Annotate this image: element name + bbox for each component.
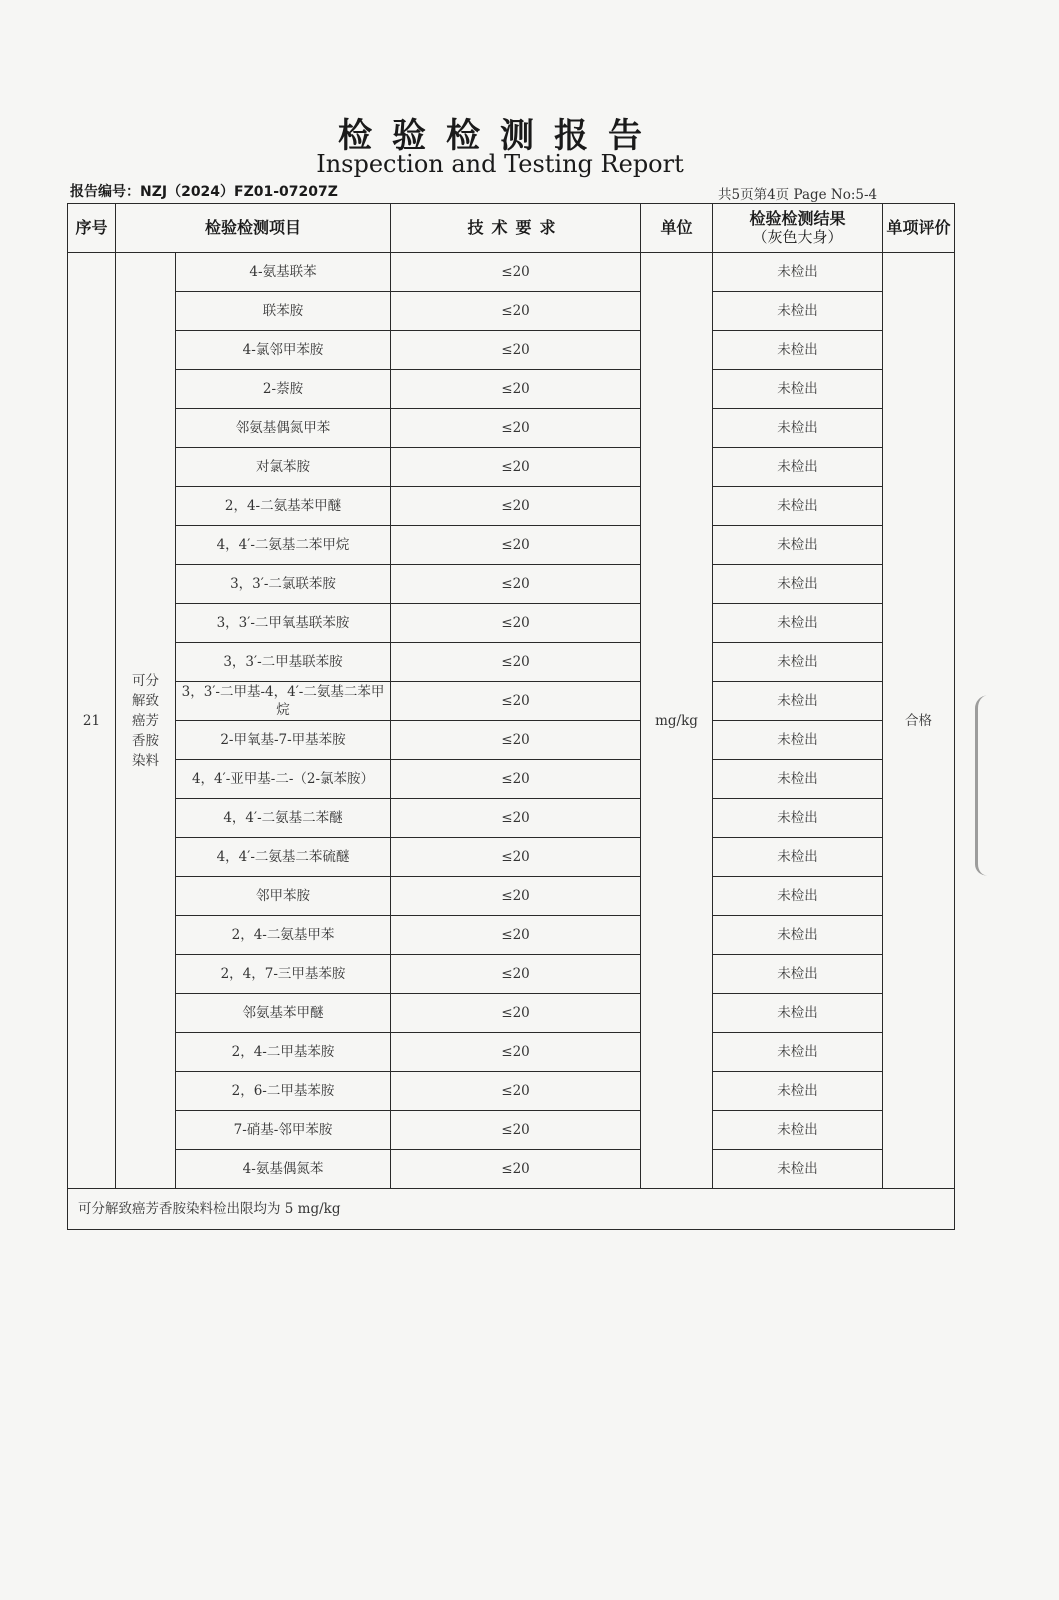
item-result: 未检出 [713,799,883,838]
table-row [68,409,955,448]
item-result: 未检出 [713,1150,883,1189]
header-result-label: 检验检测结果 [749,209,846,228]
item-requirement: ≤20 [391,760,641,799]
table-body [68,253,955,1189]
item-name: 2，6-二甲基苯胺 [176,1072,391,1111]
item-requirement: ≤20 [391,253,641,292]
title-english: Inspection and Testing Report [316,150,684,178]
item-name: 3，3′-二甲基-4，4′-二氨基二苯甲烷 [176,682,391,721]
item-requirement: ≤20 [391,799,641,838]
item-name: 2，4-二氨基甲苯 [176,916,391,955]
item-name: 4，4′-二氨基二苯硫醚 [176,838,391,877]
item-result: 未检出 [713,916,883,955]
table-row [68,643,955,682]
table-row [68,370,955,409]
item-requirement: ≤20 [391,1072,641,1111]
item-name: 4，4′-二氨基二苯醚 [176,799,391,838]
item-name: 4，4′-亚甲基-二-（2-氯苯胺） [176,760,391,799]
item-requirement: ≤20 [391,877,641,916]
page-number: 共5页第4页 Page No:5-4 [718,187,878,203]
item-result: 未检出 [713,838,883,877]
table-row [68,955,955,994]
seal-stamp [975,694,1008,876]
item-requirement: ≤20 [391,682,641,721]
item-requirement: ≤20 [391,409,641,448]
item-result: 未检出 [713,721,883,760]
item-name: 邻氨基苯甲醚 [176,994,391,1033]
item-name: 7-硝基-邻甲苯胺 [176,1111,391,1150]
group-unit: mg/kg [641,253,713,1189]
item-requirement: ≤20 [391,370,641,409]
header-item: 检验检测项目 [116,204,391,253]
header-evaluation: 单项评价 [883,204,955,253]
item-result: 未检出 [713,682,883,721]
item-result: 未检出 [713,955,883,994]
table-row [68,331,955,370]
table-row [68,1072,955,1111]
item-requirement: ≤20 [391,916,641,955]
header-requirement: 技术要求 [391,204,641,253]
item-name: 邻氨基偶氮甲苯 [176,409,391,448]
item-result: 未检出 [713,604,883,643]
item-name: 4-氨基联苯 [176,253,391,292]
table-row [68,877,955,916]
table-row [68,799,955,838]
item-name: 4-氯邻甲苯胺 [176,331,391,370]
item-result: 未检出 [713,643,883,682]
item-name: 3，3′-二甲基联苯胺 [176,643,391,682]
title-chinese: 检验检测报告 [338,116,662,156]
item-requirement: ≤20 [391,955,641,994]
item-requirement: ≤20 [391,1150,641,1189]
header-result-sample: （灰色大身） [752,228,843,246]
item-result: 未检出 [713,331,883,370]
item-name: 对氯苯胺 [176,448,391,487]
table-row [68,487,955,526]
item-requirement: ≤20 [391,487,641,526]
item-name: 2-甲氧基-7-甲基苯胺 [176,721,391,760]
item-name: 3，3′-二氯联苯胺 [176,565,391,604]
table-row [68,1150,955,1189]
table-row [68,253,955,292]
table-header-row [68,204,955,253]
item-requirement: ≤20 [391,565,641,604]
table-row [68,565,955,604]
detection-limit-note: 可分解致癌芳香胺染料检出限均为 5 mg/kg [68,1189,955,1230]
item-name: 邻甲苯胺 [176,877,391,916]
item-result: 未检出 [713,487,883,526]
table-row [68,1033,955,1072]
report-number: 报告编号：NZJ（2024）FZ01-07207Z [70,184,338,200]
group-seq: 21 [68,253,116,1189]
item-name: 联苯胺 [176,292,391,331]
item-name: 4-氨基偶氮苯 [176,1150,391,1189]
item-requirement: ≤20 [391,292,641,331]
item-name: 4，4′-二氨基二苯甲烷 [176,526,391,565]
table-row [68,604,955,643]
item-requirement: ≤20 [391,526,641,565]
results-table [67,203,955,1230]
item-requirement: ≤20 [391,604,641,643]
table-row [68,526,955,565]
item-requirement: ≤20 [391,331,641,370]
item-requirement: ≤20 [391,643,641,682]
item-name: 2，4-二甲基苯胺 [176,1033,391,1072]
item-requirement: ≤20 [391,448,641,487]
item-requirement: ≤20 [391,1111,641,1150]
group-evaluation: 合格 [883,253,955,1189]
item-name: 2-萘胺 [176,370,391,409]
header-result [713,204,883,253]
item-result: 未检出 [713,253,883,292]
header-seq: 序号 [68,204,116,253]
table-row [68,682,955,721]
item-name: 3，3′-二甲氧基联苯胺 [176,604,391,643]
item-result: 未检出 [713,565,883,604]
item-requirement: ≤20 [391,838,641,877]
item-result: 未检出 [713,292,883,331]
table-row [68,448,955,487]
item-requirement: ≤20 [391,1033,641,1072]
item-result: 未检出 [713,1072,883,1111]
item-result: 未检出 [713,1033,883,1072]
item-result: 未检出 [713,409,883,448]
table-row [68,760,955,799]
item-result: 未检出 [713,370,883,409]
item-result: 未检出 [713,526,883,565]
table-row [68,994,955,1033]
table-row [68,292,955,331]
item-result: 未检出 [713,760,883,799]
item-result: 未检出 [713,1111,883,1150]
item-name: 2，4，7-三甲基苯胺 [176,955,391,994]
item-result: 未检出 [713,877,883,916]
header-unit: 单位 [641,204,713,253]
item-result: 未检出 [713,448,883,487]
group-category: 可分解致癌芳香胺染料 [116,253,176,1189]
table-row [68,721,955,760]
table-row [68,916,955,955]
item-requirement: ≤20 [391,721,641,760]
table-row [68,838,955,877]
item-result: 未检出 [713,994,883,1033]
note-row [68,1189,955,1230]
item-requirement: ≤20 [391,994,641,1033]
table-row [68,1111,955,1150]
item-name: 2，4-二氨基苯甲醚 [176,487,391,526]
